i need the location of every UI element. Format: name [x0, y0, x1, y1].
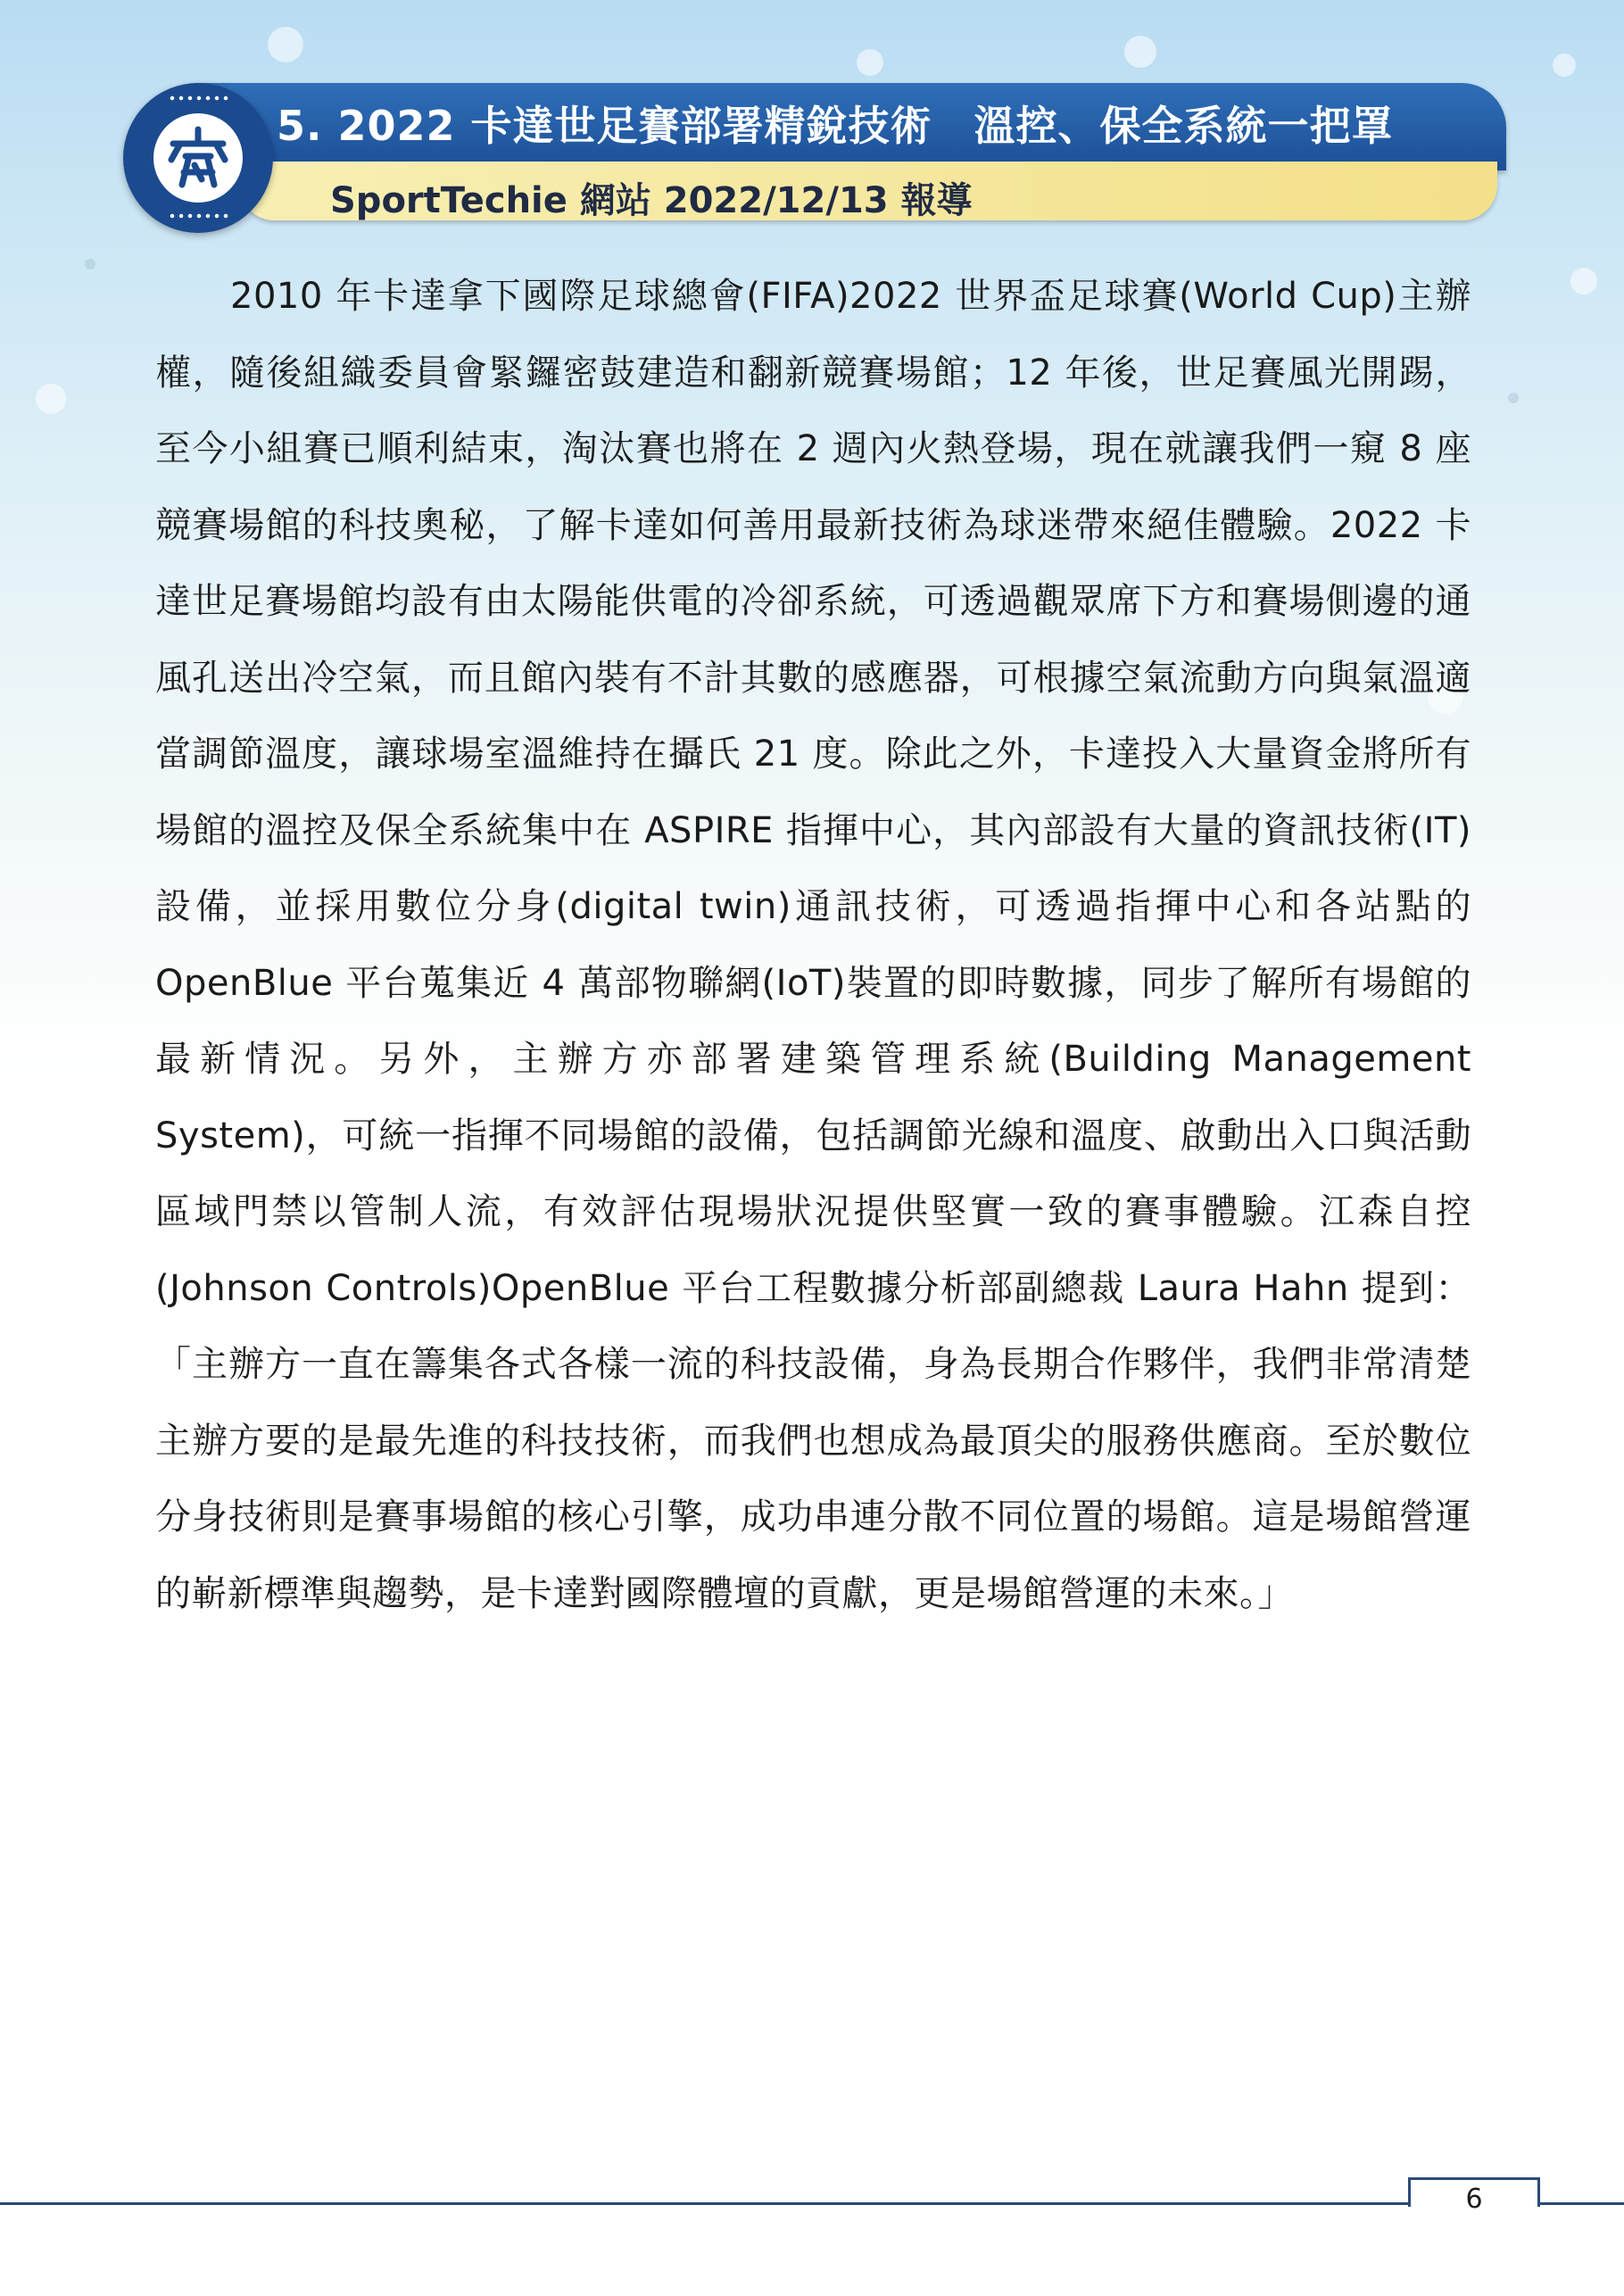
background-bokeh [36, 384, 66, 414]
section-title: 5. 2022 卡達世足賽部署精銳技術 溫控、保全系統一把罩 [277, 102, 1394, 150]
background-bokeh [857, 49, 883, 76]
background-bokeh [1508, 393, 1519, 403]
emblem-dots [168, 95, 230, 101]
source-subtitle: SportTechie 網站 2022/12/13 報導 [330, 180, 973, 221]
emblem-inner-circle [153, 113, 243, 203]
page-number: 6 [1465, 2184, 1483, 2215]
emblem-glyph-icon [153, 113, 243, 203]
emblem-dots [168, 213, 230, 219]
background-bokeh [268, 27, 303, 62]
emblem-logo-icon [123, 83, 273, 233]
background-bokeh [1553, 54, 1576, 77]
article-body: 2010 年卡達拿下國際足球總會(FIFA)2022 世界盃足球賽(World Cup)主辦權，隨後組織委員會緊鑼密鼓建造和翻新競賽場館；12 年後，世足賽風光開踢，至今小組賽已順利結束，淘汰賽也將在 2 週內火熱登場，現在就讓我們一窺 8 座競賽場館的科技奧秘，了解卡達如何善用最新技術為球迷帶來絕佳體驗。2022 卡達世足賽場館均設有由太陽能供電的冷卻系統，可透過觀眾席下方和賽場側邊的通風孔送出冷空氣，而且館內裝有不計其數的感應器，可根據空氣流動方向與氣溫適當調節溫度，讓球場室溫維持在攝氏 21 度。除此之外，卡達投入大量資金將所有場館的溫控及保全系統集中在 ASPIRE 指揮中心，其內部設有大量的資訊技術(IT)設備，並採用數位分身(digital twin)通訊技術，可透過指揮中心和各站點的 OpenBlue 平台蒐集近 4 萬部物聯網(IoT)裝置的即時數據，同步了解所有場館的最新情況。另外，主辦方亦部署建築管理系統(Building Management System)，可統一指揮不同場館的設備，包括調節光線和溫度、啟動出入口與活動區域門禁以管制人流，有效評估現場狀況提供堅實一致的賽事體驗。江森自控(Johnson Controls)OpenBlue 平台工程數據分析部副總裁 Laura Hahn 提到：「主辦方一直在籌集各式各樣一流的科技設備，身為長期合作夥伴，我們非常清楚主辦方要的是最先進的科技技術，而我們也想成為最頂尖的服務供應商。至於數位分身技術則是賽事場館的核心引擎，成功串連分散不同位置的場館。這是場館營運的嶄新標準與趨勢，是卡達對國際體壇的貢獻，更是場館營運的未來。」 [155, 276, 1471, 1614]
footer-rule [0, 2202, 1624, 2205]
section-header [123, 83, 1506, 235]
background-bokeh [1124, 36, 1156, 68]
background-bokeh [85, 259, 95, 269]
background-bokeh [1570, 268, 1597, 294]
